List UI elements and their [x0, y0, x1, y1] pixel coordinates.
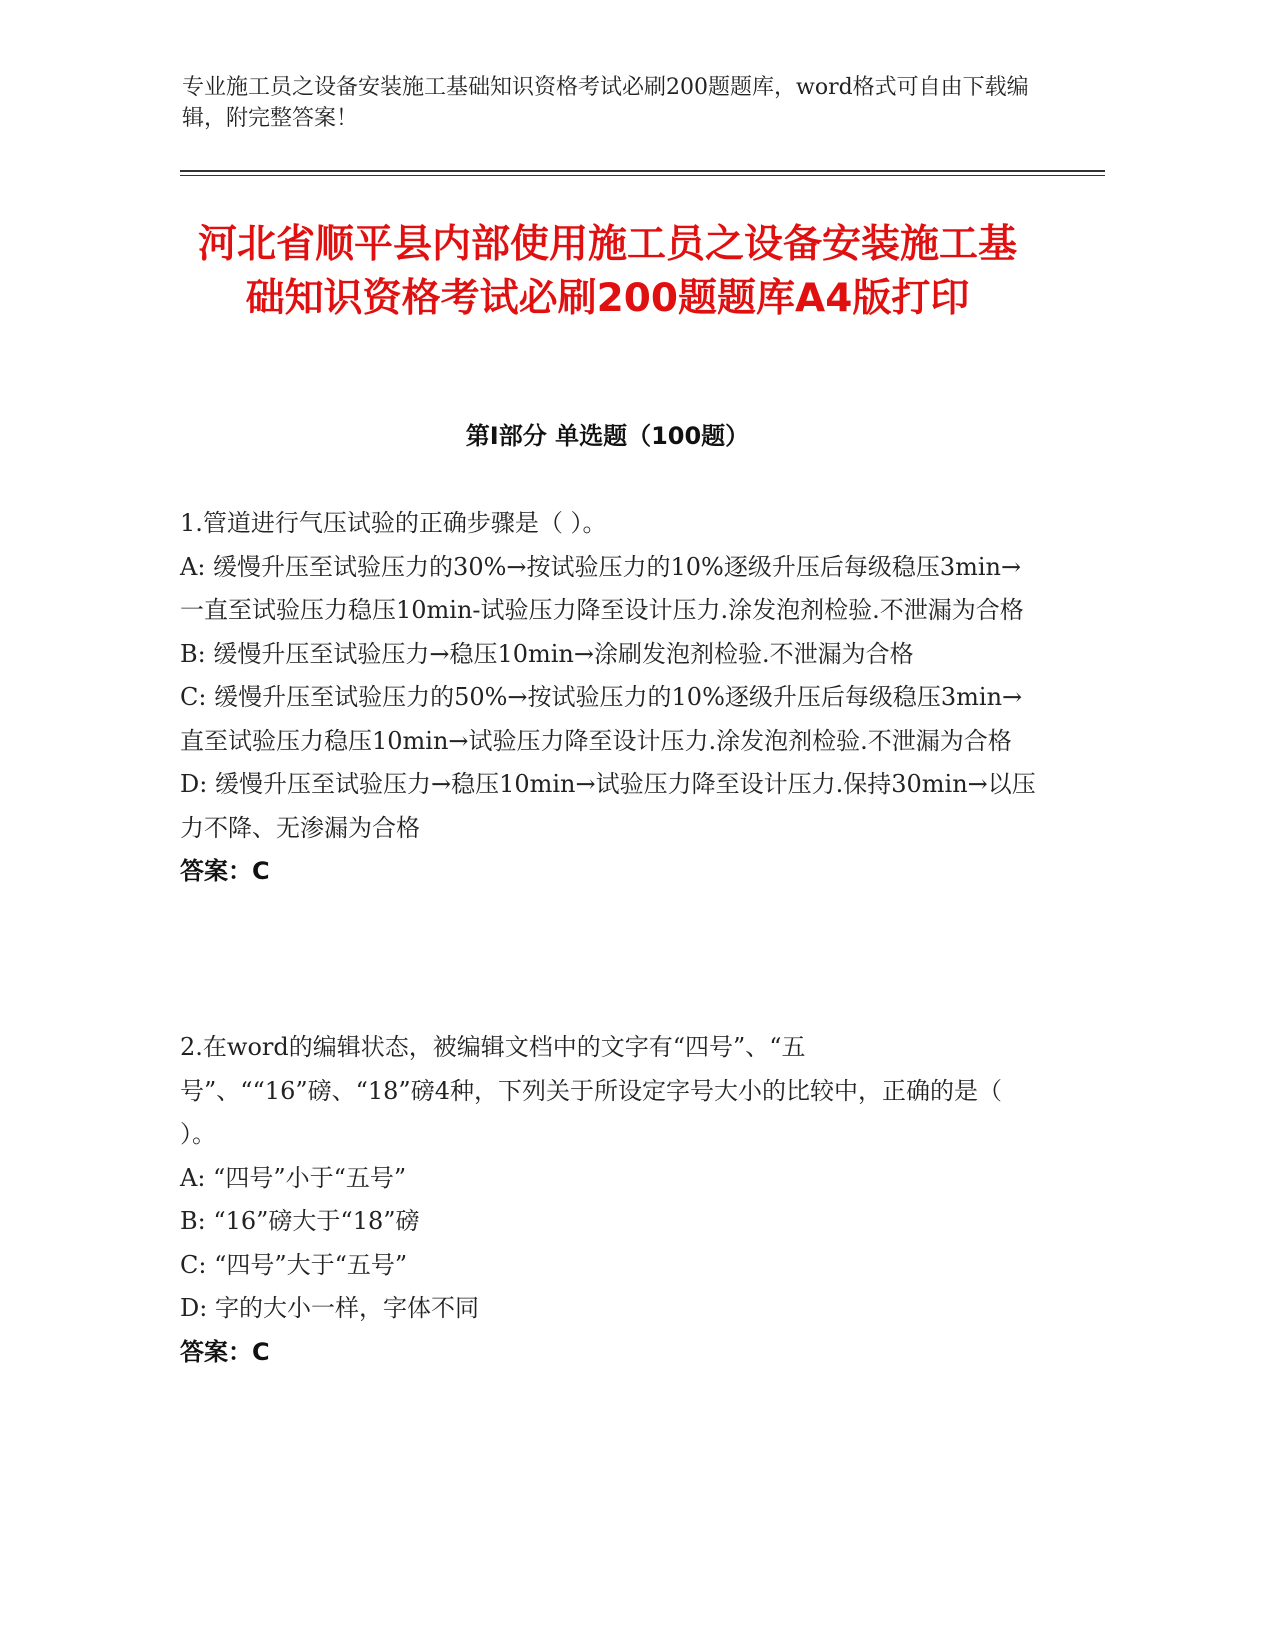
document-title: 河北省顺平县内部使用施工员之设备安装施工基础知识资格考试必刷200题题库A4版打印 [197, 222, 1017, 321]
option-c: C: “四号”大于“五号” [180, 1250, 408, 1279]
question-block [180, 1026, 1040, 1374]
question-block [180, 502, 1040, 894]
option-d: D: 字的大小一样，字体不同 [180, 1294, 479, 1322]
option-a: A: “四号”小于“五号” [180, 1163, 407, 1192]
header-divider-thin [180, 175, 1105, 176]
section-heading: 第I部分 单选题（100题） [465, 422, 750, 450]
answer-line: 答案：C [180, 857, 270, 885]
answer-line: 答案：C [180, 1337, 270, 1366]
question-stem: 2.在word的编辑状态，被编辑文档中的文字有“四号”、“五号”、““16”磅、“18”磅4种，下列关于所设定字号大小的比较中，正确的是（ ）。 [180, 1033, 1002, 1148]
option-b: B: 缓慢升压至试验压力→稳压10min→涂刷发泡剂检验.不泄漏为合格 [180, 639, 914, 668]
question-stem: 1.管道进行气压试验的正确步骤是（ ）。 [180, 509, 607, 537]
option-d: D: 缓慢升压至试验压力→稳压10min→试验压力降至设计压力.保持30min→以压力不降、无渗漏为合格 [180, 770, 1036, 842]
header-note: 专业施工员之设备安装施工基础知识资格考试必刷200题题库，word格式可自由下载编辑，附完整答案！ [182, 75, 1029, 131]
header-divider-thick [180, 170, 1105, 172]
option-a: A: 缓慢升压至试验压力的30%→按试验压力的10%逐级升压后每级稳压3min→一直至试验压力稳压10min-试验压力降至设计压力.涂发泡剂检验.不泄漏为合格 [180, 552, 1024, 624]
option-b: B: “16”磅大于“18”磅 [180, 1207, 420, 1235]
option-c: C: 缓慢升压至试验压力的50%→按试验压力的10%逐级升压后每级稳压3min→直至试验压力稳压10min→试验压力降至设计压力.涂发泡剂检验.不泄漏为合格 [180, 683, 1023, 755]
